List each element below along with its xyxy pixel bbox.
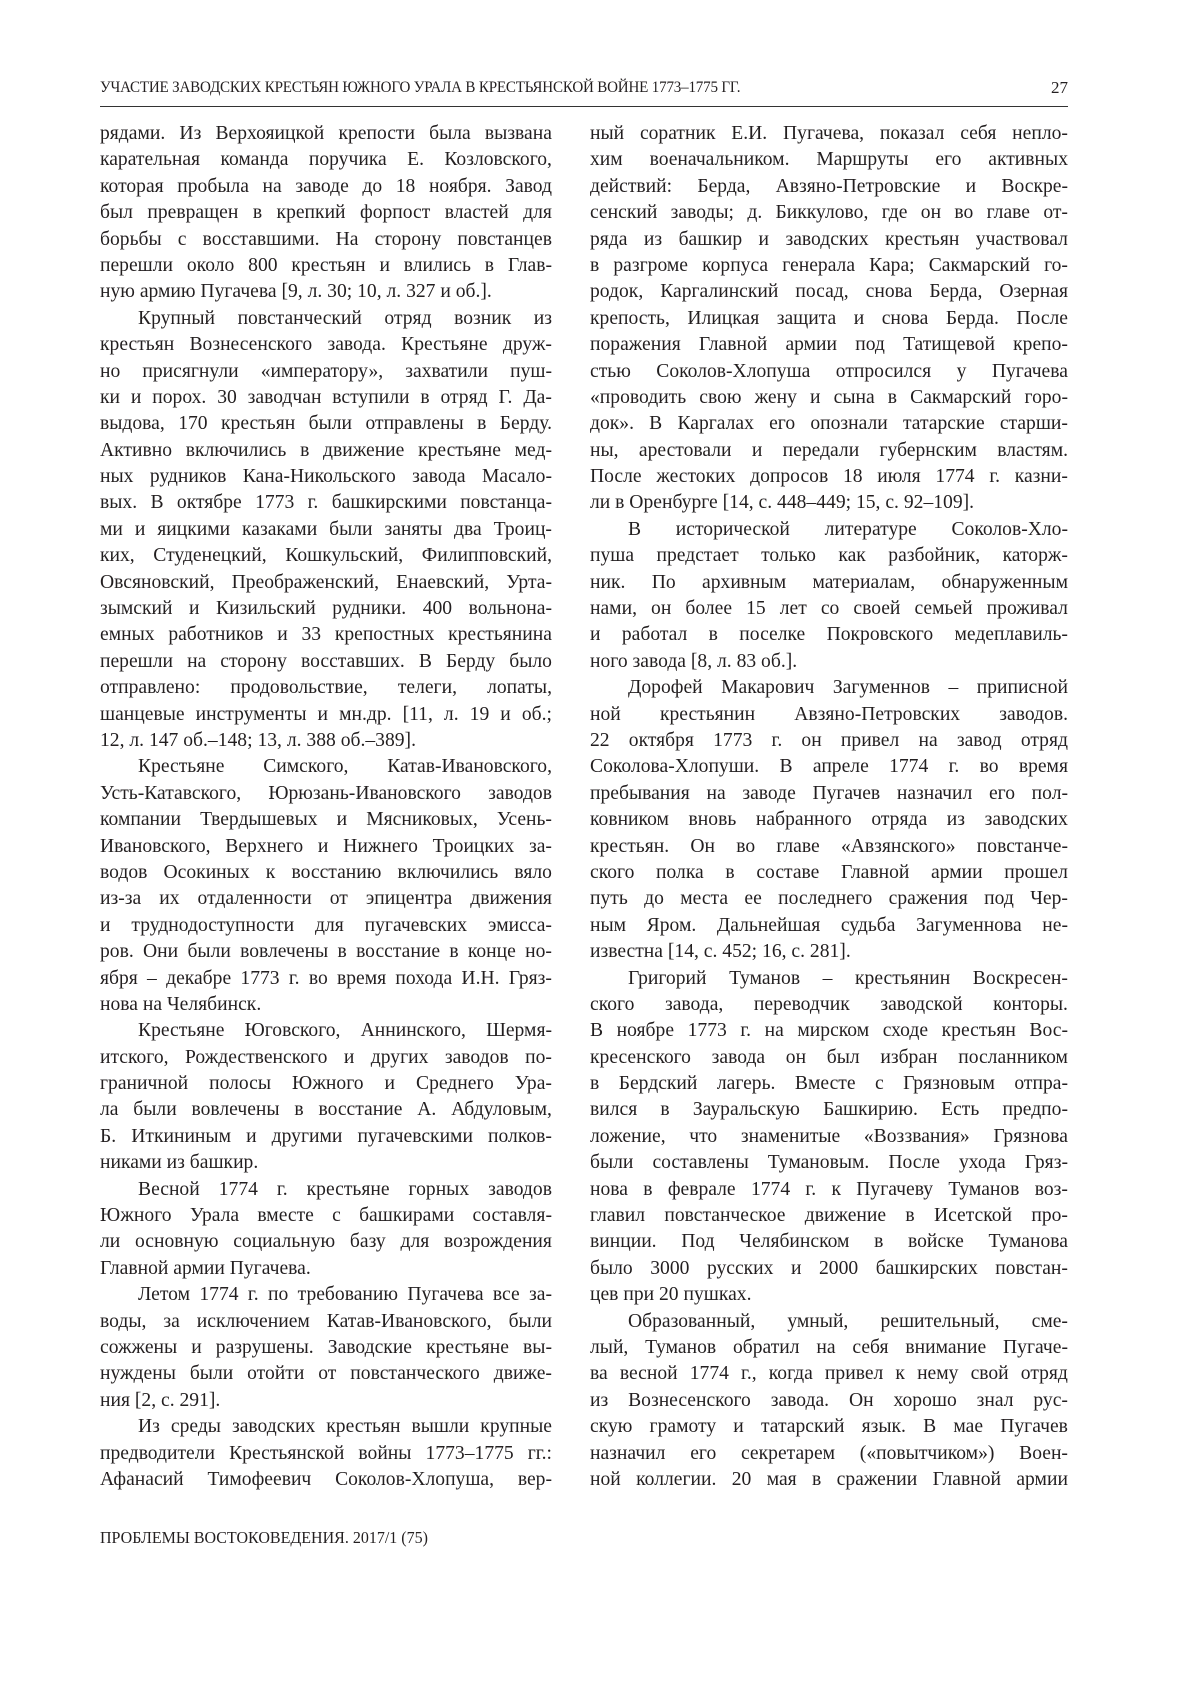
text-line: Крестьяне Юговского, Аннинского, Шермя- (138, 1020, 552, 1042)
text-line: кресенского завода он был избран посланником (590, 1046, 1068, 1068)
text-line: сожжены и разрушены. Заводские крестьяне вы- (100, 1336, 552, 1358)
text-line: пуша предстает только как разбойник, каторж- (590, 545, 1068, 567)
text-line: поражения Главной армии под Татищевой крепо- (590, 334, 1068, 356)
text-line: ки и порох. 30 заводчан вступили в отряд Г. Да- (100, 386, 552, 408)
text-line: ной коллегии. 20 мая в сражении Главной армии (590, 1468, 1068, 1490)
text-line: док». В Каргалах его опознали татарские старши- (590, 413, 1068, 435)
text-line: ров. Они были вовлечены в восстание в конце но- (100, 941, 552, 963)
text-line: назначил его секретарем («повытчиком») Воен- (590, 1442, 1068, 1464)
text-line: хим военачальником. Маршруты его активных (590, 149, 1068, 171)
text-line: рядами. Из Верхояицкой крепости была вызвана (100, 123, 552, 144)
text-line: цев при 20 пушках. (590, 1284, 752, 1306)
text-line: ми и яицкими казаками были заняты два Троиц- (100, 518, 552, 540)
text-line: ным Яром. Дальнейшая судьба Загуменнова не- (590, 914, 1068, 936)
text-line: шанцевые инструменты и мн.др. [11, л. 19 и об.; (100, 703, 552, 725)
text-line: было 3000 русских и 2000 башкирских повстан- (590, 1257, 1068, 1279)
text-line: Летом 1774 г. по требованию Пугачева все за- (138, 1284, 552, 1306)
text-line: 22 октября 1773 г. он привел на завод отряд (590, 729, 1068, 751)
text-line: Образованный, умный, решительный, сме- (628, 1310, 1068, 1332)
text-line: ва весной 1774 г., когда привел к нему свой отряд (590, 1363, 1068, 1385)
text-line: стью Соколов-Хлопуша отпросился у Пугачева (590, 360, 1068, 382)
text-line: Б. Иткининым и другими пугачевскими полков- (100, 1125, 552, 1147)
text-line: путь до места ее последнего сражения под Чер- (590, 888, 1068, 910)
text-line: Дорофей Макарович Загуменнов – приписной (628, 677, 1068, 699)
text-line: в разгроме корпуса генерала Кара; Сакмарский го- (590, 254, 1068, 276)
text-line: ли основную социальную базу для возрождения (100, 1231, 552, 1253)
text-line: Из среды заводских крестьян вышли крупные (138, 1416, 552, 1438)
text-line: ны, арестовали и передали губернским властям. (590, 439, 1068, 461)
text-line: Главной армии Пугачева. (100, 1257, 311, 1279)
text-line: ких, Студенецкий, Кошкульский, Филипповский, (100, 545, 552, 567)
text-line: Усть-Катавского, Юрюзань-Ивановского заводов (100, 782, 552, 804)
text-line: В исторической литературе Соколов-Хло- (628, 518, 1068, 540)
text-line: крепость, Илицкая защита и снова Берда. После (590, 307, 1068, 329)
text-line: крестьян Вознесенского завода. Крестьяне друж- (100, 334, 552, 356)
text-line: ла были вовлечены в восстание А. Абдуловым, (100, 1099, 552, 1121)
text-line: Афанасий Тимофеевич Соколов-Хлопуша, вер- (100, 1468, 552, 1490)
text-line: вился в Зауральскую Башкирию. Есть предпо- (590, 1099, 1068, 1121)
text-line: нуждены были отойти от повстанческого движе- (100, 1363, 552, 1385)
text-line: предводители Крестьянской войны 1773–1775 гг.: (100, 1442, 552, 1464)
text-line: Григорий Туманов – крестьянин Воскресен- (628, 967, 1068, 989)
text-line: были составлены Тумановым. После ухода Гряз- (590, 1152, 1068, 1174)
text-line: Соколова-Хлопуши. В апреле 1774 г. во время (590, 756, 1068, 778)
left-column (100, 121, 552, 1493)
text-line: ный соратник Е.И. Пугачева, показал себя непло- (590, 123, 1068, 144)
running-header (100, 76, 1068, 107)
text-line: лый, Туманов обратил на себя внимание Пугаче- (590, 1336, 1068, 1358)
text-line: ли в Оренбурге [14, с. 448–449; 15, с. 92–109]. (590, 492, 975, 514)
text-line: ского завода, переводчик заводской конторы. (590, 993, 1068, 1015)
text-line: ного завода [8, л. 83 об.]. (590, 650, 798, 672)
text-line: вых. В октябре 1773 г. башкирскими повстанца- (100, 492, 552, 514)
text-line: 12, л. 147 об.–148; 13, л. 388 об.–389]. (100, 729, 416, 751)
text-line: ник. По архивным материалам, обнаруженным (590, 571, 1068, 593)
text-line: ского полка в составе Главной армии прошел (590, 861, 1068, 883)
text-line: Крестьяне Симского, Катав-Ивановского, (138, 756, 552, 778)
text-line: итского, Рождественского и других заводов по- (100, 1046, 552, 1068)
text-line: Крупный повстанческий отряд возник из (138, 307, 552, 329)
text-line: ной крестьянин Авзяно-Петровских заводов. (590, 703, 1068, 725)
text-line: перешли около 800 крестьян и влились в Глав- (100, 254, 552, 276)
text-line: борьбы с восставшими. На сторону повстанцев (100, 228, 552, 250)
text-line: из Вознесенского завода. Он хорошо знал рус- (590, 1389, 1068, 1411)
page-number: 27 (1051, 78, 1068, 97)
text-line: выдова, 170 крестьян были отправлены в Берду. (100, 413, 552, 435)
text-line: но присягнули «императору», захватили пуш- (100, 360, 552, 382)
text-line: крестьян. Он во главе «Авзянского» повстанче- (590, 835, 1068, 857)
journal-footer: ПРОБЛЕМЫ ВОСТОКОВЕДЕНИЯ. 2017/1 (75) (100, 1528, 428, 1547)
text-line: ния [2, с. 291]. (100, 1389, 221, 1411)
text-line: скую грамоту и татарский язык. В мае Пугачев (590, 1416, 1068, 1438)
text-line: действий: Берда, Авзяно-Петровские и Воскре- (590, 175, 1068, 197)
text-line: и труднодоступности для пугачевских эмисса- (100, 914, 552, 936)
text-line: Овсяновский, Преображенский, Енаевский, Урта- (100, 571, 552, 593)
text-line: родок, Каргалинский посад, снова Берда, Озерная (590, 281, 1068, 303)
text-line: пребывания на заводе Пугачев назначил его пол- (590, 782, 1068, 804)
text-line: В ноябре 1773 г. на мирском сходе крестьян Вос- (590, 1020, 1068, 1042)
text-line: карательная команда поручика Е. Козловского, (100, 149, 552, 171)
text-line: перешли на сторону восставших. В Берду было (100, 650, 552, 672)
text-line: граничной полосы Южного и Среднего Ура- (100, 1073, 552, 1095)
text-line: компании Твердышевых и Мясниковых, Усень- (100, 809, 552, 831)
text-line: винции. Под Челябинском в войске Туманова (590, 1231, 1068, 1253)
text-line: ряда из башкир и заводских крестьян участвовал (590, 228, 1068, 250)
text-line: «проводить свою жену и сына в Сакмарский горо- (590, 386, 1068, 408)
text-line: Весной 1774 г. крестьяне горных заводов (138, 1178, 552, 1200)
text-line: Активно включились в движение крестьяне мед- (100, 439, 552, 461)
text-line: После жестоких допросов 18 июля 1774 г. казни- (590, 466, 1068, 488)
text-line: и работал в поселке Покровского медеплавиль- (590, 624, 1068, 646)
running-title: УЧАСТИЕ ЗАВОДСКИХ КРЕСТЬЯН ЮЖНОГО УРАЛА В КРЕСТЬЯНСКОЙ ВОЙНЕ 1773–1775 ГГ. (100, 78, 741, 96)
text-line: из-за их отдаленности от эпицентра движения (100, 888, 552, 910)
text-line: ных рудников Кана-Никольского завода Масало- (100, 466, 552, 488)
text-line: воды, за исключением Катав-Ивановского, были (100, 1310, 552, 1332)
text-line: известна [14, с. 452; 16, с. 281]. (590, 941, 851, 963)
text-line: емных работников и 33 крепостных крестьянина (100, 624, 552, 646)
text-line: ную армию Пугачева [9, л. 30; 10, л. 327 и об.]. (100, 281, 492, 303)
text-line: нова на Челябинск. (100, 993, 262, 1015)
text-line: никами из башкир. (100, 1152, 259, 1174)
text-line: был превращен в крепкий форпост властей для (100, 202, 552, 224)
text-line: водов Осокиных к восстанию включились вяло (100, 861, 552, 883)
text-line: ковником вновь набранного отряда из заводских (590, 809, 1068, 831)
text-line: отправлено: продовольствие, телеги, лопаты, (100, 677, 552, 699)
text-line: нами, он более 15 лет со своей семьей проживал (590, 598, 1068, 620)
text-line: сенский заводы; д. Биккулово, где он во главе от- (590, 202, 1068, 224)
text-line: Ивановского, Верхнего и Нижнего Троицких за- (100, 835, 552, 857)
text-line: Южного Урала вместе с башкирами составля- (100, 1205, 552, 1227)
text-line: нова в феврале 1774 г. к Пугачеву Туманов воз- (590, 1178, 1068, 1200)
text-line: в Бердский лагерь. Вместе с Грязновым отпра- (590, 1073, 1068, 1095)
text-line: ября – декабре 1773 г. во время похода И.Н. Гряз- (100, 967, 552, 989)
text-line: ложение, что знаменитые «Воззвания» Грязнова (590, 1125, 1068, 1147)
right-column (590, 121, 1068, 1493)
text-line: главил повстанческое движение в Исетской про- (590, 1205, 1068, 1227)
text-line: зымский и Кизильский рудники. 400 вольнона- (100, 598, 552, 620)
text-line: которая пробыла на заводе до 18 ноября. Завод (100, 175, 552, 197)
